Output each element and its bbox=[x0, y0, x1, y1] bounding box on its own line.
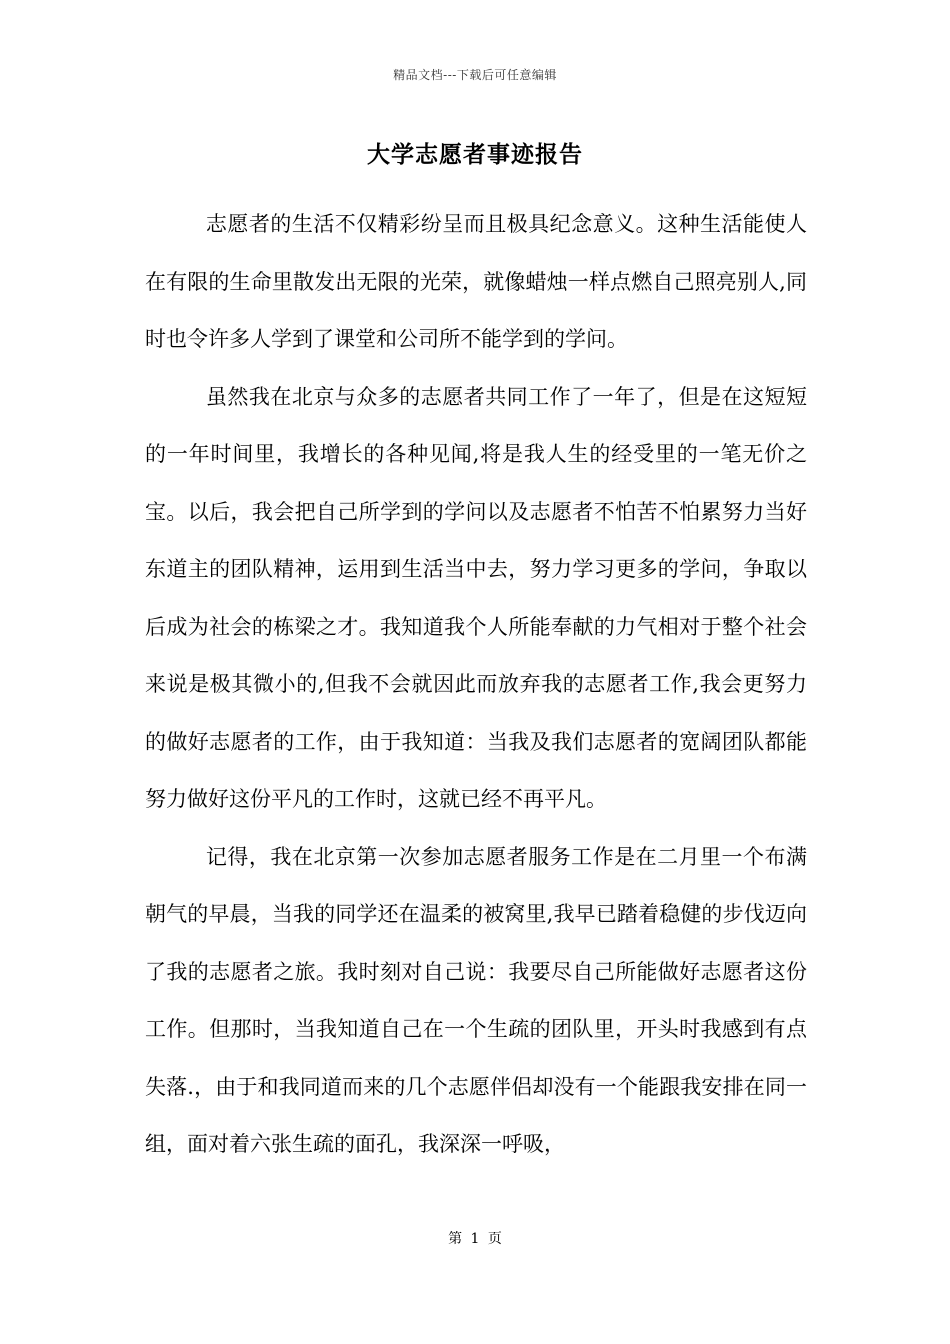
document-body bbox=[145, 196, 807, 1174]
document-title: 大学志愿者事迹报告 bbox=[367, 141, 583, 168]
paragraph-3: 记得，我在北京第一次参加志愿者服务工作是在二月里一个布满朝气的早晨，当我的同学还在温柔的被窝里,我早已踏着稳健的步伐迈向了我的志愿者之旅。我时刻对自己说：我要尽自己所能做好志愿者这份工作。但那时，当我知道自己在一个生疏的团队里，开头时我感到有点失落.，由于和我同道而来的几个志愿伴侣却没有一个能跟我安排在同一组，面对着六张生疏的面孔，我深深一呼吸， bbox=[145, 844, 807, 1156]
paragraph-1: 志愿者的生活不仅精彩纷呈而且极具纪念意义。这种生活能使人在有限的生命里散发出无限的光荣，就像蜡烛一样点燃自己照亮别人,同时也令许多人学到了课堂和公司所不能学到的学问。 bbox=[145, 212, 807, 351]
paragraph-2: 虽然我在北京与众多的志愿者共同工作了一年了，但是在这短短的一年时间里，我增长的各种见闻,将是我人生的经受里的一笔无价之宝。以后，我会把自己所学到的学问以及志愿者不怕苦不怕累努力当好东道主的团队精神，运用到生活当中去，努力学习更多的学问，争取以后成为社会的栋梁之才。我知道我个人所能奉献的力气相对于整个社会来说是极其微小的,但我不会就因此而放弃我的志愿者工作,我会更努力的做好志愿者的工作，由于我知道：当我及我们志愿者的宽阔团队都能努力做好这份平凡的工作时，这就已经不再平凡。 bbox=[145, 384, 807, 811]
header-note: 精品文档---下载后可任意编辑 bbox=[393, 68, 557, 82]
page-number: 第 1 页 bbox=[448, 1231, 502, 1247]
